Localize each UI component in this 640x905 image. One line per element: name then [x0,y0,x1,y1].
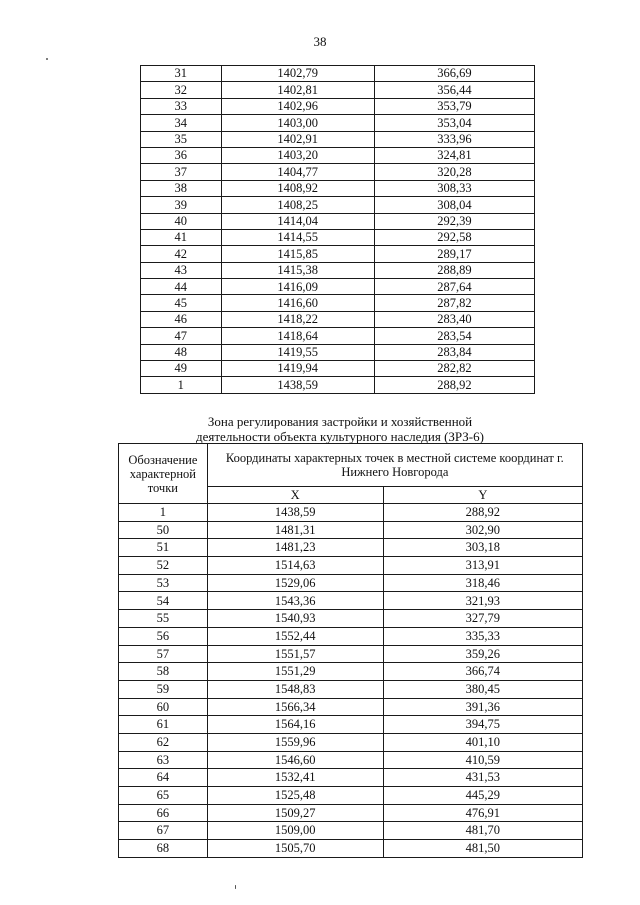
point-number-cell: 45 [141,295,222,311]
table-row [119,751,583,769]
x-coordinate-cell: 1525,48 [207,787,383,805]
point-number-cell: 61 [119,716,208,734]
table-row [141,344,535,360]
y-coordinate-cell: 282,82 [374,361,534,377]
y-coordinate-cell: 481,50 [383,840,582,858]
point-number-cell: 32 [141,82,222,98]
x-coordinate-cell: 1418,64 [221,328,374,344]
x-coordinate-cell: 1548,83 [207,680,383,698]
y-coordinate-cell: 394,75 [383,716,582,734]
y-coordinate-cell: 476,91 [383,804,582,822]
point-number-cell: 64 [119,769,208,787]
point-number-cell: 46 [141,311,222,327]
table-row [141,279,535,295]
table-row [119,804,583,822]
point-number-cell: 37 [141,164,222,180]
point-number-cell: 49 [141,361,222,377]
table-row [119,769,583,787]
x-coordinate-cell: 1529,06 [207,574,383,592]
table-row [141,147,535,163]
point-number-cell: 42 [141,246,222,262]
table-row [141,66,535,82]
x-coordinate-cell: 1402,91 [221,131,374,147]
table-row [119,645,583,663]
y-coordinate-cell: 366,74 [383,663,582,681]
x-coordinate-cell: 1540,93 [207,610,383,628]
point-number-cell: 41 [141,229,222,245]
table-row [141,229,535,245]
x-coordinate-cell: 1416,60 [221,295,374,311]
point-number-cell: 55 [119,610,208,628]
point-number-cell: 36 [141,147,222,163]
x-coordinate-cell: 1408,25 [221,197,374,213]
y-coordinate-cell: 359,26 [383,645,582,663]
y-coordinate-cell: 445,29 [383,787,582,805]
y-coordinate-cell: 292,39 [374,213,534,229]
x-coordinate-cell: 1415,85 [221,246,374,262]
table-row [141,295,535,311]
y-coordinate-cell: 356,44 [374,82,534,98]
y-coordinate-cell: 335,33 [383,627,582,645]
x-coordinate-cell: 1532,41 [207,769,383,787]
y-coordinate-cell: 320,28 [374,164,534,180]
x-coordinate-cell: 1402,81 [221,82,374,98]
table-row [141,311,535,327]
x-coordinate-cell: 1438,59 [221,377,374,393]
table-row [119,610,583,628]
point-number-cell: 35 [141,131,222,147]
table-row [119,733,583,751]
table-row [141,82,535,98]
coordinates-table-continued [140,65,535,394]
header-x: X [207,487,383,504]
point-number-cell: 66 [119,804,208,822]
x-coordinate-cell: 1402,96 [221,98,374,114]
point-number-cell: 1 [119,504,208,522]
section-title-line1: Зона регулирования застройки и хозяйственной [207,414,473,429]
y-coordinate-cell: 283,84 [374,344,534,360]
y-coordinate-cell: 410,59 [383,751,582,769]
x-coordinate-cell: 1564,16 [207,716,383,734]
y-coordinate-cell: 308,04 [374,197,534,213]
table-row [141,164,535,180]
section-title-line2: деятельности объекта культурного наследия (ЗРЗ-6) [196,429,484,444]
x-coordinate-cell: 1546,60 [207,751,383,769]
point-number-cell: 51 [119,539,208,557]
point-number-cell: 47 [141,328,222,344]
header-coordinates: Координаты характерных точек в местной системе координат г. Нижнего Новгорода [207,444,582,487]
point-number-cell: 68 [119,840,208,858]
point-number-cell: 62 [119,733,208,751]
y-coordinate-cell: 353,79 [374,98,534,114]
point-number-cell: 57 [119,645,208,663]
header-y: Y [383,487,582,504]
point-number-cell: 53 [119,574,208,592]
table-row [141,180,535,196]
y-coordinate-cell: 353,04 [374,115,534,131]
point-number-cell: 54 [119,592,208,610]
y-coordinate-cell: 283,54 [374,328,534,344]
x-coordinate-cell: 1415,38 [221,262,374,278]
table-row [119,840,583,858]
y-coordinate-cell: 401,10 [383,733,582,751]
table-row [141,246,535,262]
y-coordinate-cell: 431,53 [383,769,582,787]
x-coordinate-cell: 1514,63 [207,557,383,575]
y-coordinate-cell: 302,90 [383,521,582,539]
point-number-cell: 59 [119,680,208,698]
x-coordinate-cell: 1552,44 [207,627,383,645]
point-number-cell: 43 [141,262,222,278]
y-coordinate-cell: 333,96 [374,131,534,147]
x-coordinate-cell: 1481,23 [207,539,383,557]
table2-body [119,504,583,858]
scan-speck [235,885,236,889]
table-row [141,98,535,114]
table-row [119,627,583,645]
point-number-cell: 63 [119,751,208,769]
table1-body [141,66,535,394]
y-coordinate-cell: 289,17 [374,246,534,262]
point-number-cell: 60 [119,698,208,716]
x-coordinate-cell: 1408,92 [221,180,374,196]
y-coordinate-cell: 303,18 [383,539,582,557]
x-coordinate-cell: 1551,29 [207,663,383,681]
y-coordinate-cell: 481,70 [383,822,582,840]
y-coordinate-cell: 318,46 [383,574,582,592]
table-row [119,787,583,805]
table-row [119,680,583,698]
x-coordinate-cell: 1509,27 [207,804,383,822]
point-number-cell: 39 [141,197,222,213]
x-coordinate-cell: 1566,34 [207,698,383,716]
y-coordinate-cell: 292,58 [374,229,534,245]
x-coordinate-cell: 1419,94 [221,361,374,377]
point-number-cell: 65 [119,787,208,805]
point-number-cell: 34 [141,115,222,131]
point-number-cell: 56 [119,627,208,645]
x-coordinate-cell: 1414,55 [221,229,374,245]
y-coordinate-cell: 287,82 [374,295,534,311]
point-number-cell: 48 [141,344,222,360]
coordinates-table-zrz6 [118,443,583,858]
table-row [141,361,535,377]
point-number-cell: 44 [141,279,222,295]
y-coordinate-cell: 288,89 [374,262,534,278]
table-row [119,698,583,716]
table-row [119,716,583,734]
point-number-cell: 50 [119,521,208,539]
x-coordinate-cell: 1481,31 [207,521,383,539]
y-coordinate-cell: 324,81 [374,147,534,163]
y-coordinate-cell: 366,69 [374,66,534,82]
x-coordinate-cell: 1418,22 [221,311,374,327]
table-row [119,521,583,539]
point-number-cell: 38 [141,180,222,196]
x-coordinate-cell: 1419,55 [221,344,374,360]
table-row [119,822,583,840]
point-number-cell: 31 [141,66,222,82]
x-coordinate-cell: 1559,96 [207,733,383,751]
x-coordinate-cell: 1403,00 [221,115,374,131]
table-row [141,377,535,393]
x-coordinate-cell: 1404,77 [221,164,374,180]
x-coordinate-cell: 1414,04 [221,213,374,229]
table-row [141,115,535,131]
point-number-cell: 1 [141,377,222,393]
table-row [119,539,583,557]
y-coordinate-cell: 327,79 [383,610,582,628]
y-coordinate-cell: 287,64 [374,279,534,295]
x-coordinate-cell: 1402,79 [221,66,374,82]
y-coordinate-cell: 288,92 [383,504,582,522]
y-coordinate-cell: 313,91 [383,557,582,575]
table-row [141,197,535,213]
header-point-designation: Обозначение характерной точки [119,444,208,504]
x-coordinate-cell: 1438,59 [207,504,383,522]
x-coordinate-cell: 1416,09 [221,279,374,295]
point-number-cell: 58 [119,663,208,681]
table-row [119,557,583,575]
table-row [119,504,583,522]
point-number-cell: 33 [141,98,222,114]
header-row [119,444,583,487]
x-coordinate-cell: 1403,20 [221,147,374,163]
y-coordinate-cell: 391,36 [383,698,582,716]
table-row [141,262,535,278]
y-coordinate-cell: 380,45 [383,680,582,698]
x-coordinate-cell: 1505,70 [207,840,383,858]
y-coordinate-cell: 288,92 [374,377,534,393]
table2-header [119,444,583,504]
point-number-cell: 67 [119,822,208,840]
point-number-cell: 40 [141,213,222,229]
point-number-cell: 52 [119,557,208,575]
page-number: 38 [313,34,327,49]
table-row [141,328,535,344]
x-coordinate-cell: 1551,57 [207,645,383,663]
table-row [141,131,535,147]
y-coordinate-cell: 283,40 [374,311,534,327]
x-coordinate-cell: 1509,00 [207,822,383,840]
y-coordinate-cell: 321,93 [383,592,582,610]
table-row [119,663,583,681]
table-row [119,574,583,592]
table-row [141,213,535,229]
y-coordinate-cell: 308,33 [374,180,534,196]
x-coordinate-cell: 1543,36 [207,592,383,610]
table-row [119,592,583,610]
scan-speck [46,58,48,60]
